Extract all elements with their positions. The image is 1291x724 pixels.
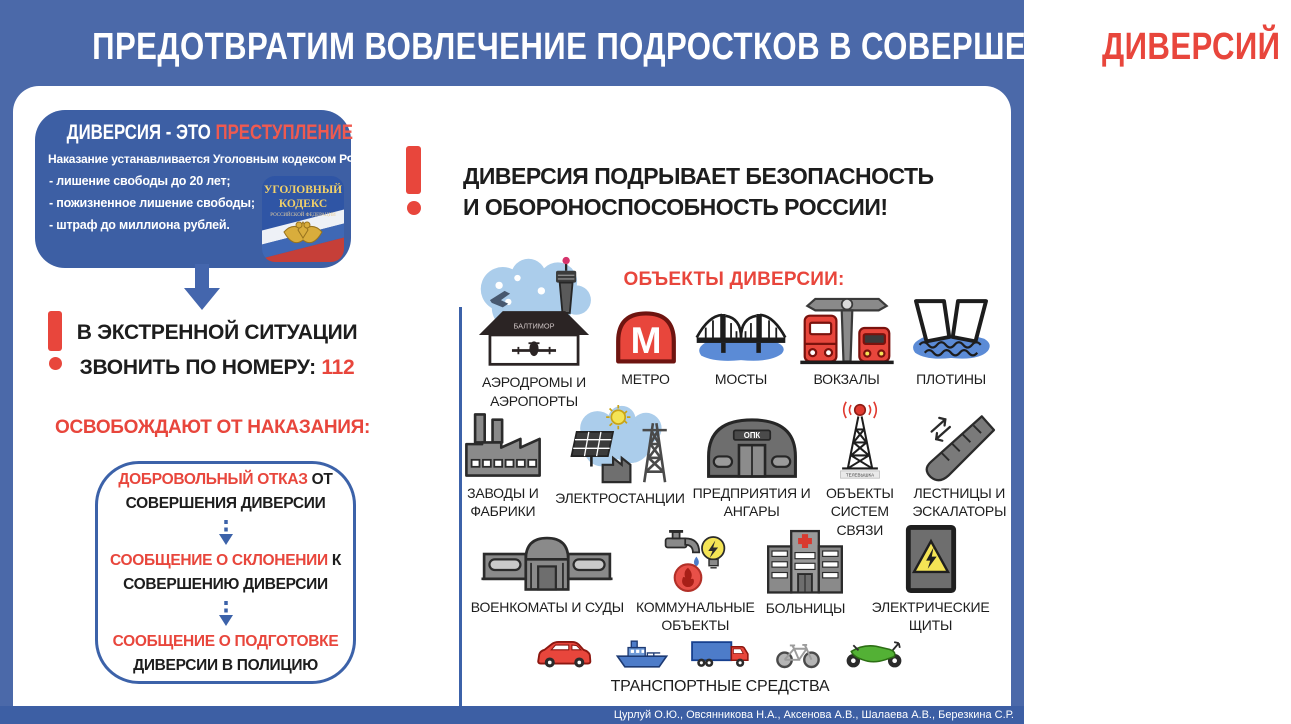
object-label: ЗАВОДЫ И ФАБРИКИ: [467, 485, 539, 520]
punishment-item: - штраф до миллиона рублей.: [49, 218, 230, 232]
hospital-icon: [759, 528, 851, 594]
exemption-step: [118, 468, 332, 516]
object-label: ПРЕДПРИЯТИЯ И АНГАРЫ: [692, 485, 811, 520]
exemption-step: [110, 549, 341, 597]
bridge-icon: [694, 301, 788, 365]
object-item: [853, 528, 1008, 632]
objects-row-1: [470, 258, 998, 410]
objects-heading: ОБЪЕКТЫ ДИВЕРСИИ:: [623, 269, 845, 290]
object-label: БОЛЬНИЦЫ: [765, 600, 846, 616]
exclamation-icon: [406, 146, 421, 215]
object-item: [462, 528, 633, 632]
dashed-arrow-down-icon: [217, 600, 235, 627]
exclamation-dot: [407, 201, 421, 215]
step-rest: ДИВЕРСИИ В ПОЛИЦИЮ: [133, 656, 318, 674]
crime-title-main: ДИВЕРСИЯ - ЭТО: [66, 121, 211, 144]
emergency-line1: В ЭКСТРЕННОЙ СИТУАЦИИ: [76, 321, 358, 344]
bicycle-icon: [774, 641, 822, 674]
danger-line1: ДИВЕРСИЯ ПОДРЫВАЕТ БЕЗОПАСНОСТЬ: [463, 163, 934, 189]
exemption-steps-box: [95, 461, 356, 684]
step-lead: СООБЩЕНИЕ О ПОДГОТОВКЕ: [112, 632, 339, 650]
crime-box-title: [66, 121, 359, 145]
factory-icon: [459, 411, 547, 479]
electric-panel-icon: [904, 525, 958, 593]
object-label: ВОЕНКОМАТЫ И СУДЫ: [470, 599, 624, 615]
object-item: [904, 258, 998, 410]
exclamation-bar: [406, 146, 421, 194]
courthouse-icon: [471, 531, 623, 593]
title-suffix: !: [1280, 26, 1291, 68]
emergency-number: 112: [321, 356, 355, 379]
exclamation-icon: [48, 311, 62, 370]
object-label: АЭРОДРОМЫ И АЭРОПОРТЫ: [482, 374, 586, 409]
object-item: [795, 258, 899, 410]
object-label: ВОКЗАЛЫ: [813, 371, 880, 387]
svg-text:БАЛТИМОР: БАЛТИМОР: [513, 321, 555, 331]
transport-label: ТРАНСПОРТНЫЕ СРЕДСТВА: [610, 678, 830, 695]
object-item: [692, 404, 811, 522]
step-rest: СОВЕРШЕНИЮ ДИВЕРСИИ: [123, 575, 328, 593]
object-item: [604, 258, 688, 410]
dam-icon: [908, 295, 994, 365]
criminal-code-book-icon: [260, 174, 346, 264]
object-item: [548, 404, 692, 522]
motorcycle-icon: [843, 639, 905, 674]
object-label: ЛЕСТНИЦЫ И ЭСКАЛАТОРЫ: [912, 485, 1007, 520]
footer-credits: Цурлуй О.Ю., Овсянникова Н.А., Аксенова А.В., Шалаева А.В., Березкина С.Р.: [0, 706, 1024, 724]
objects-row-2: [458, 404, 1010, 538]
book-title-line2: КОДЕКС: [278, 198, 328, 210]
hangar-icon: [703, 413, 801, 479]
object-item: [458, 404, 548, 522]
exemption-heading: ОСВОБОЖДАЮТ ОТ НАКАЗАНИЯ:: [54, 417, 371, 438]
object-item: [470, 258, 598, 410]
step-lead: ДОБРОВОЛЬНЫЙ ОТКАЗ: [118, 470, 308, 488]
exclamation-dot: [49, 357, 62, 370]
danger-heading: [463, 161, 1011, 223]
power-plant-icon: [568, 404, 672, 484]
escalator-icon: [921, 413, 997, 479]
object-label: КОММУНАЛЬНЫЕ ОБЪЕКТЫ: [635, 599, 755, 634]
dashed-arrow-down-icon: [217, 519, 235, 546]
step-rest: СОВЕРШЕНИЯ ДИВЕРСИИ: [125, 494, 326, 512]
arrow-down-icon: [181, 264, 223, 312]
step-lead-suffix: К: [331, 551, 342, 569]
object-label: ПЛОТИНЫ: [916, 371, 986, 387]
book-title-line1: УГОЛОВНЫЙ: [263, 184, 343, 196]
metro-icon: [614, 309, 678, 365]
object-item: [811, 404, 909, 538]
crime-definition-box: [35, 110, 361, 268]
exemption-step: [113, 630, 339, 678]
page-title: [92, 26, 1291, 69]
station-icon: [797, 291, 897, 365]
emergency-line2: [72, 350, 362, 385]
transport-icons-row: [535, 636, 905, 674]
comm-tower-icon: [831, 401, 889, 479]
object-label: МОСТЫ: [714, 371, 768, 387]
utilities-icon: [652, 523, 738, 593]
danger-line2: И ОБОРОНОСПОСОБНОСТЬ РОССИИ!: [463, 194, 888, 220]
object-label: ЭЛЕКТРОСТАНЦИИ: [555, 490, 685, 506]
step-lead-suffix: ОТ: [311, 470, 333, 488]
step-lead: СООБЩЕНИЕ О СКЛОНЕНИИ: [109, 551, 328, 569]
exclamation-bar: [48, 311, 62, 351]
punishment-item: - лишение свободы до 20 лет;: [49, 174, 231, 188]
ship-icon: [615, 639, 669, 674]
truck-icon: [690, 638, 752, 674]
emergency-call-text: ЗВОНИТЬ ПО НОМЕРУ:: [79, 356, 316, 379]
object-label: ЭЛЕКТРИЧЕСКИЕ ЩИТЫ: [871, 599, 990, 634]
object-item: [633, 528, 758, 632]
object-label: ОБЪЕКТЫ СИСТЕМ СВЯЗИ: [825, 485, 894, 538]
emergency-callout: [72, 315, 362, 385]
airport-icon: [475, 256, 593, 368]
title-accent: ДИВЕРСИЙ: [1102, 26, 1281, 68]
object-label: МЕТРО: [621, 371, 670, 387]
crime-box-subtitle: Наказание устанавливается Уголовным кодексом РФ:: [48, 152, 361, 166]
svg-text:ТЕЛЕВЫШКА: ТЕЛЕВЫШКА: [845, 472, 874, 478]
title-main: ПРЕДОТВРАТИМ ВОВЛЕЧЕНИЕ ПОДРОСТКОВ В СОВЕРШЕНИЕ: [92, 26, 1093, 68]
punishment-list: [49, 174, 277, 232]
book-subtitle: РОССИЙСКОЙ ФЕДЕРАЦИИ: [270, 213, 336, 218]
object-item: [693, 258, 789, 410]
object-item: [909, 404, 1010, 522]
crime-title-suffix: !: [352, 121, 359, 144]
crime-title-accent: ПРЕСТУПЛЕНИЕ: [215, 121, 353, 144]
svg-text:ОПК: ОПК: [743, 431, 760, 441]
car-icon: [535, 638, 593, 674]
punishment-item: - пожизненное лишение свободы;: [49, 196, 255, 210]
object-item: [758, 528, 853, 632]
svg-text:М: М: [630, 319, 661, 361]
objects-row-3: [462, 528, 1008, 632]
